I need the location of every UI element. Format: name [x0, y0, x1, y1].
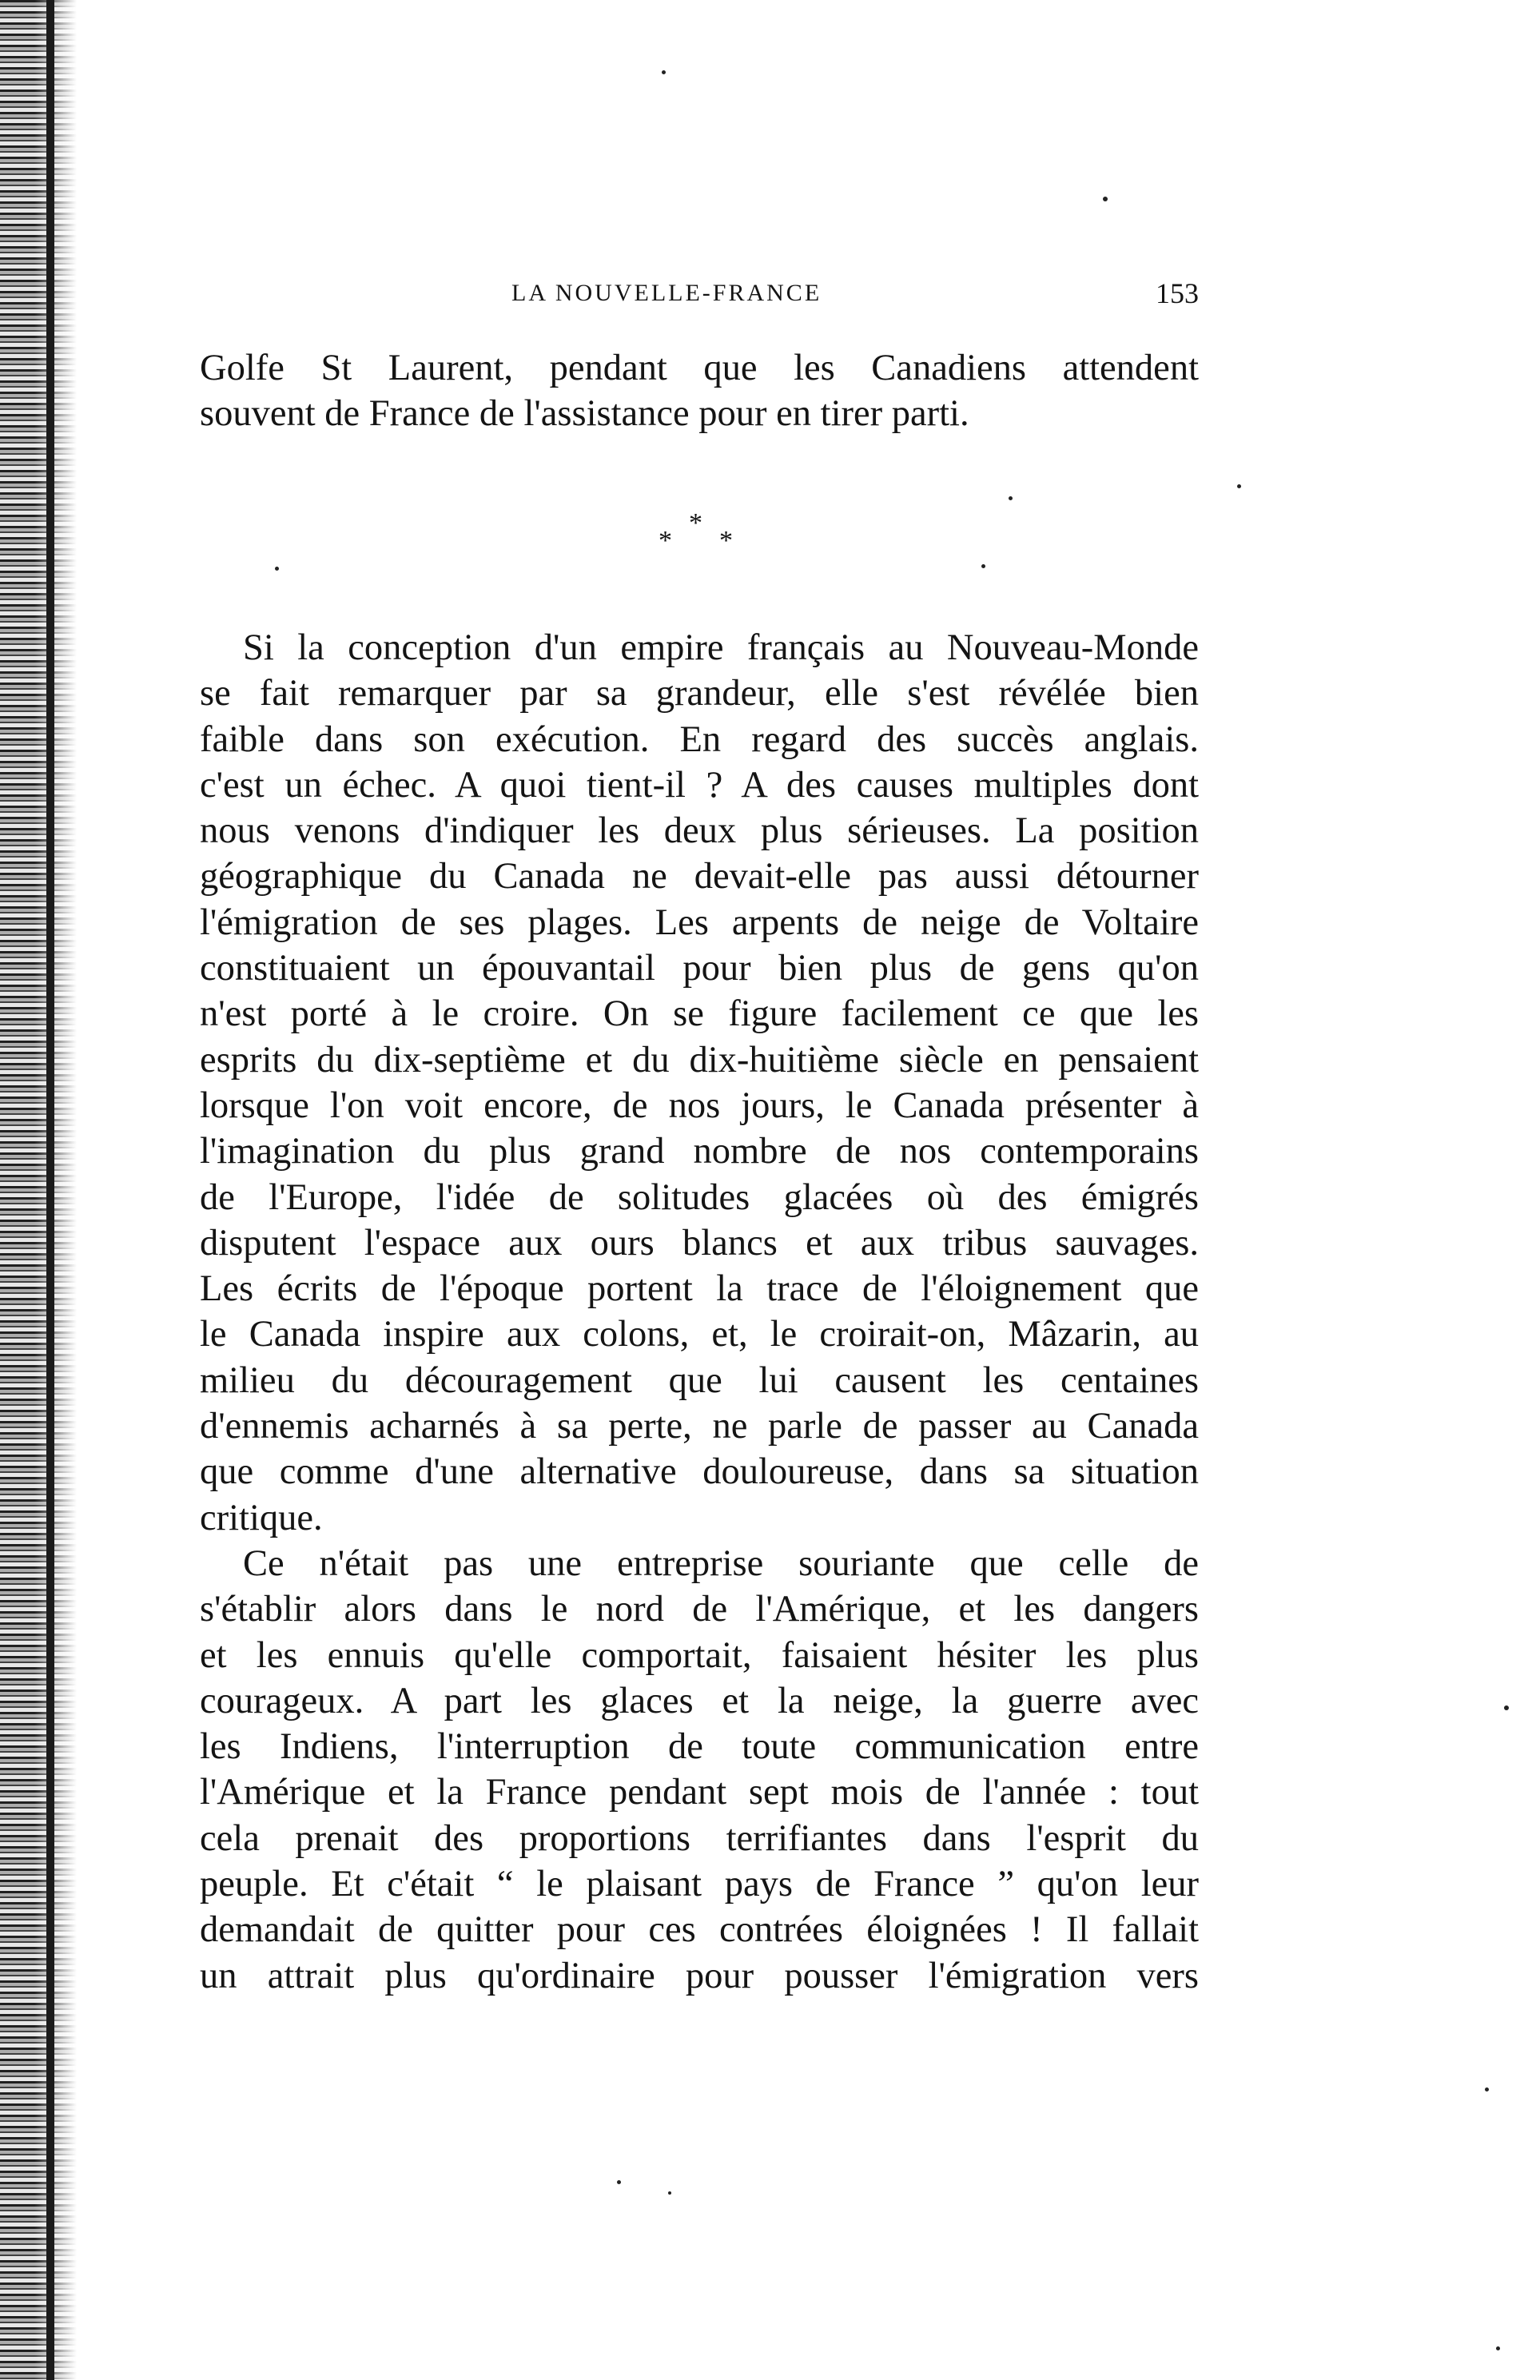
text-line: nous venons d'indiquer les deux plus sérieuses. La position [200, 810, 1199, 852]
text-line: Les écrits de l'époque portent la trace de l'éloignement que [200, 1268, 1199, 1310]
text-line: faible dans son exécution. En regard des succès anglais. [200, 718, 1199, 760]
binding-line [46, 0, 54, 2380]
text-line: courageux. A part les glaces et la neige, la guerre avec [200, 1680, 1199, 1721]
page-number: 153 [1156, 277, 1199, 309]
text-line: peuple. Et c'était “ le plaisant pays de France ” qu'on leur [200, 1864, 1199, 1905]
scan-speck [275, 567, 279, 571]
text-line: géographique du Canada ne devait-elle pas aussi détourner [200, 856, 1199, 897]
text-line: c'est un échec. A quoi tient-il ? A des causes multiples dont [200, 764, 1199, 806]
text-line: s'établir alors dans le nord de l'Amérique, et les dangers [200, 1589, 1199, 1630]
text-line: critique. [200, 1497, 323, 1538]
scan-speck [1496, 2346, 1500, 2350]
text-line: se fait remarquer par sa grandeur, elle s'est révélée bien [200, 673, 1199, 714]
scan-speck [1237, 484, 1241, 488]
scan-speck [617, 2180, 621, 2184]
text-line: l'émigration de ses plages. Les arpents de neige de Voltaire [200, 901, 1199, 943]
text-line: Si la conception d'un empire français au Nouveau-Monde [243, 627, 1199, 668]
text-line: cela prenait des proportions terrifiantes dans l'esprit du [200, 1817, 1199, 1859]
text-line: n'est porté à le croire. On se figure facilement ce que les [200, 993, 1199, 1035]
text-line: disputent l'espace aux ours blancs et aux tribus sauvages. [200, 1222, 1199, 1264]
scan-speck [662, 70, 666, 74]
asterisk-glyph: * [689, 508, 702, 538]
text-line: souvent de France de l'assistance pour en tirer parti. [200, 393, 969, 435]
running-header [200, 277, 1199, 316]
text-line: demandait de quitter pour ces contrées éloignées ! Il fallait [200, 1909, 1199, 1951]
paragraph [200, 1541, 1199, 1999]
section-separator [651, 508, 746, 556]
text-line: de l'Europe, l'idée de solitudes glacées où des émigrés [200, 1176, 1199, 1218]
text-line: Golfe St Laurent, pendant que les Canadiens attendent [200, 348, 1199, 388]
text-line: le Canada inspire aux colons, et, le croirait-on, Mâzarin, au [200, 1314, 1199, 1355]
text-line: milieu du découragement que lui causent les centaines [200, 1359, 1199, 1401]
text-line: l'imagination du plus grand nombre de nos contemporains [200, 1131, 1199, 1172]
scan-speck [1504, 1705, 1509, 1710]
asterisk-glyph: * [659, 526, 672, 555]
text-line: lorsque l'on voit encore, de nos jours, le Canada présenter à [200, 1085, 1199, 1126]
continuation-text [200, 345, 1199, 437]
scan-speck [1103, 197, 1108, 201]
text-line: et les ennuis qu'elle comportait, faisaient hésiter les plus [200, 1634, 1199, 1676]
text-line: constituaient un épouvantail pour bien plus de gens qu'on [200, 948, 1199, 989]
text-line: que comme d'une alternative douloureuse, dans sa situation [200, 1451, 1199, 1493]
scan-speck [1009, 496, 1013, 500]
scan-speck [1485, 2087, 1489, 2091]
text-line: Ce n'était pas une entreprise souriante que celle de [243, 1543, 1199, 1584]
text-line: d'ennemis acharnés à sa perte, ne parle de passer au Canada [200, 1406, 1199, 1447]
paragraph [200, 625, 1199, 1541]
text-line: un attrait plus qu'ordinaire pour pousser l'émigration vers [200, 1955, 1199, 1996]
text-line: esprits du dix-septième et du dix-huitième siècle en pensaient [200, 1039, 1199, 1081]
running-title: LA NOUVELLE-FRANCE [511, 280, 822, 306]
text-line: l'Amérique et la France pendant sept mois de l'année : tout [200, 1772, 1199, 1813]
scan-speck [981, 564, 985, 568]
scan-speck [668, 2191, 671, 2195]
text-line: les Indiens, l'interruption de toute communication entre [200, 1726, 1199, 1768]
asterisk-glyph: * [719, 526, 733, 555]
scanned-binding-edge [0, 0, 77, 2380]
